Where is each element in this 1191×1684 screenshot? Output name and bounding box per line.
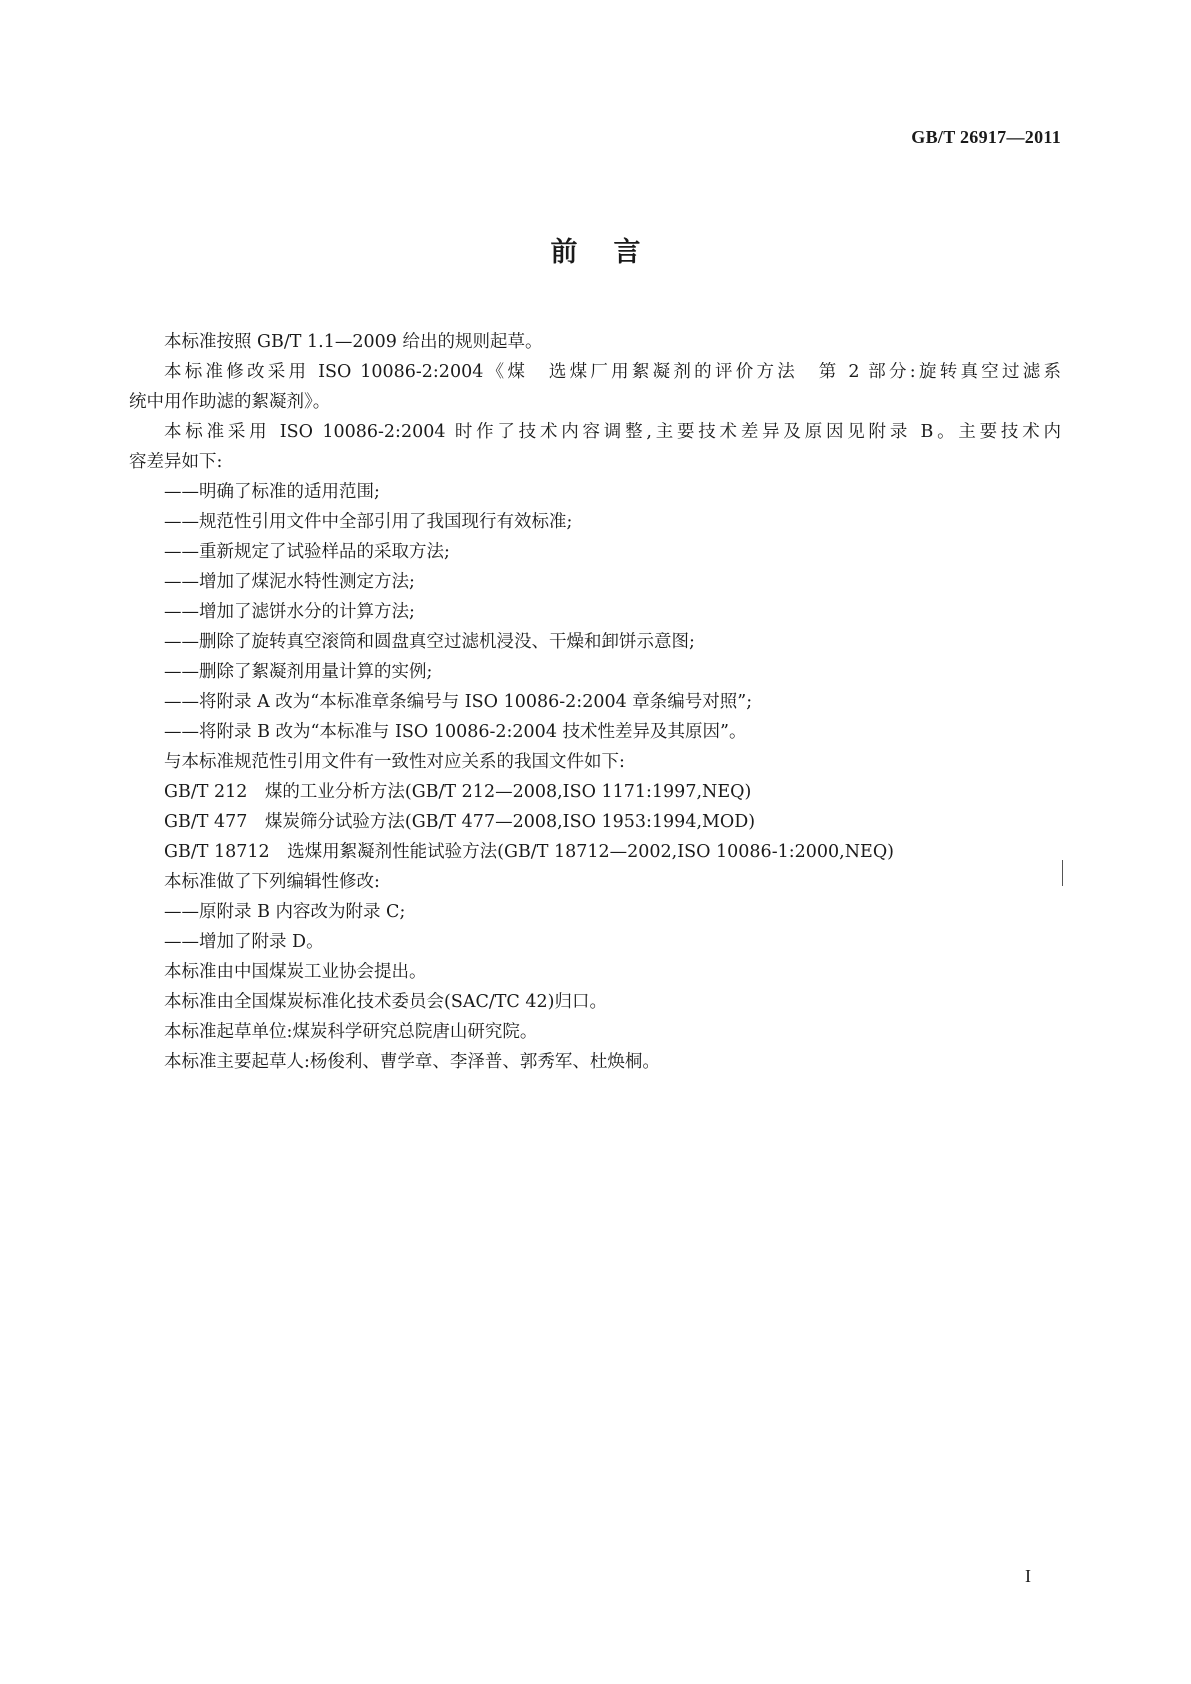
reference-item: GB/T 477 煤炭筛分试验方法(GB/T 477—2008,ISO 1953:1994,MOD)	[164, 812, 756, 832]
references-intro: 与本标准规范性引用文件有一致性对应关系的我国文件如下:	[164, 752, 625, 772]
list-item: ——原附录 B 内容改为附录 C;	[164, 902, 406, 922]
references-list	[129, 777, 1061, 867]
revision-bar	[1062, 860, 1063, 886]
paragraph-adoption-line-2: 统中用作助滤的絮凝剂》。	[129, 392, 331, 412]
list-item: ——将附录 B 改为“本标准与 ISO 10086-2:2004 技术性差异及其原因”。	[164, 722, 747, 742]
foreword-body	[129, 327, 1061, 1077]
paragraph-adoption-line-1: 本标准修改采用 ISO 10086-2:2004《煤 选煤厂用絮凝剂的评价方法 第 2 部分:旋转真空过滤系	[164, 362, 1061, 382]
list-item: ——删除了絮凝剂用量计算的实例;	[164, 662, 433, 682]
list-item: ——规范性引用文件中全部引用了我国现行有效标准;	[164, 512, 573, 532]
proposer-statement: 本标准由中国煤炭工业协会提出。	[164, 962, 427, 982]
list-item: ——重新规定了试验样品的采取方法;	[164, 542, 450, 562]
paragraph-technical-adjustment-line-1: 本标准采用 ISO 10086-2:2004 时作了技术内容调整,主要技术差异及原因见附录 B。主要技术内	[164, 422, 1061, 442]
page-title: 前言	[550, 237, 677, 268]
list-item: ——增加了煤泥水特性测定方法;	[164, 572, 415, 592]
paragraph-drafting-rules: 本标准按照 GB/T 1.1—2009 给出的规则起草。	[164, 332, 543, 352]
list-item: ——将附录 A 改为“本标准章条编号与 ISO 10086-2:2004 章条编号对照”;	[164, 692, 753, 712]
list-item: ——删除了旋转真空滚筒和圆盘真空过滤机浸没、干燥和卸饼示意图;	[164, 632, 695, 652]
committee-statement: 本标准由全国煤炭标准化技术委员会(SAC/TC 42)归口。	[164, 992, 607, 1012]
standard-code: GB/T 26917—2011	[911, 127, 1061, 147]
drafting-unit-statement: 本标准起草单位:煤炭科学研究总院唐山研究院。	[164, 1022, 538, 1042]
editorial-changes-list	[129, 897, 1061, 957]
page-number: I	[1025, 1566, 1031, 1586]
list-item: ——增加了附录 D。	[164, 932, 324, 952]
reference-item: GB/T 18712 选煤用絮凝剂性能试验方法(GB/T 18712—2002,ISO 10086-1:2000,NEQ)	[164, 842, 894, 862]
differences-list	[129, 477, 1061, 747]
reference-item: GB/T 212 煤的工业分析方法(GB/T 212—2008,ISO 1171:1997,NEQ)	[164, 782, 752, 802]
paragraph-technical-adjustment-line-2: 容差异如下:	[129, 452, 223, 472]
list-item: ——增加了滤饼水分的计算方法;	[164, 602, 415, 622]
list-item: ——明确了标准的适用范围;	[164, 482, 380, 502]
editorial-intro: 本标准做了下列编辑性修改:	[164, 872, 380, 892]
closing-paragraphs	[129, 957, 1061, 1077]
drafters-statement: 本标准主要起草人:杨俊利、曹学章、李泽普、郭秀军、杜焕桐。	[164, 1052, 660, 1072]
